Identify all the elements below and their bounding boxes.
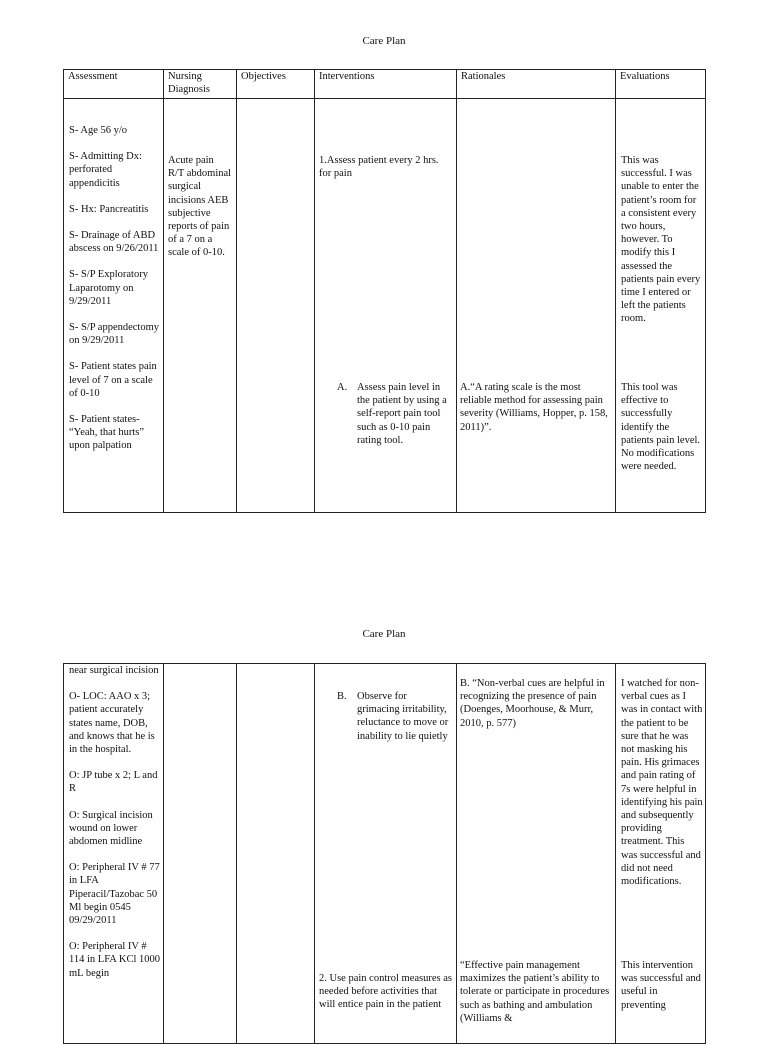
body-row [64,664,706,1044]
intervention-a-label: A. [337,382,348,393]
assessment-item: S- Age 56 y/o [69,125,128,136]
assessment-item: S- Patient states pain level of 7 on a scale of 0-10 [69,361,157,399]
intervention-b-text: Observe for grimacing irritability, reluctance to move or inability to lie quietly [357,691,449,742]
header-objectives: Objectives [237,70,315,99]
assessment-item: S- Admitting Dx: perforated appendicitis [69,151,142,189]
evaluation-2: This intervention was successful and useful in preventing [621,960,701,1011]
evaluation-a: This tool was effective to successfully identify the patients pain level. No modifications were needed. [621,382,701,473]
header-interventions: Interventions [315,70,457,99]
intervention-b [337,690,451,743]
rationales-cell [457,99,616,513]
assessment-item: O: Peripheral IV # 114 in LFA KCl 1000 mL begin [69,941,161,979]
header-assessment: Assessment [64,70,164,99]
objectives-cell [237,99,315,513]
assessment-item: S- S/P Exploratory Laparotomy on 9/29/2011 [69,269,148,307]
intervention-1: 1.Assess patient every 2 hrs. for pain [319,155,439,180]
assessment-item: O- LOC: AAO x 3; patient accurately states name, DOB, and knows that he is in the hospital. [69,691,155,756]
body-row [64,99,706,513]
page2-title: Care Plan [362,628,406,640]
care-plan-table-2 [63,663,706,1044]
assessment-item: S- Drainage of ABD abscess on 9/26/2011 [69,230,159,255]
assessment-item: S- Hx: Pancreatitis [69,203,149,215]
header-nursing-diagnosis: Nursing Diagnosis [164,70,237,99]
diagnosis-cell [164,99,237,513]
page1-title: Care Plan [362,35,406,47]
assessment-item: S- Patient states- “Yeah, that hurts” upon palpation [69,414,145,452]
intervention-a-text: Assess pain level in the patient by using a self-report pain tool such as 0-10 pain rating tool. [357,382,447,446]
intervention-b-label: B. [337,691,347,702]
rationale-2: “Effective pain management maximizes the patient’s ability to tolerate or participate in procedures such as bathing and ambulation (Williams & [460,960,610,1024]
assessment-cell [64,99,164,513]
assessment-item: O: JP tube x 2; L and R [69,770,158,795]
assessment-item: near surgical incision [69,665,159,676]
interventions-cell [315,664,457,1044]
header-row [64,70,706,99]
diagnosis-cell [164,664,237,1044]
evaluation-b: I watched for non-verbal cues as I was in contact with the patient to be sure that he was not masking his pain. His grimaces and pain rating of 7s were helpful in identifying his pain and subsequently providing treatment. This was successful and did not need modifications. [621,678,703,888]
header-evaluations: Evaluations [616,70,706,99]
evaluations-cell [616,99,706,513]
care-plan-table-1 [63,69,706,513]
evaluation-1: This was successful. I was unable to enter the patient’s room for a consistent every two hours, however. To modify this I assessed the patients pain every time I entered or left the patients room. [621,155,701,325]
assessment-item: S- S/P appendectomy on 9/29/2011 [69,322,160,347]
assessment-item: O: Peripheral IV # 77 in LFA Piperacil/Tazobac 50 Ml begin 0545 09/29/2011 [69,862,160,927]
rationales-cell [457,664,616,1044]
evaluations-cell [616,664,706,1044]
assessment-item: O: Surgical incision wound on lower abdomen midline [69,809,153,848]
assessment-cell [64,664,164,1044]
rationale-a: A.“A rating scale is the most reliable method for assessing pain severity (Williams, Hopper, p. 158, 2011)”. [460,382,608,433]
rationale-b: B. “Non-verbal cues are helpful in recognizing the presence of pain (Doenges, Moorhouse, & Murr, 2010, p. 577) [460,678,605,729]
nursing-diagnosis-text: Acute pain R/T abdominal surgical incisions AEB subjective reports of pain of a 7 on a scale of 0-10. [168,155,232,259]
intervention-2: 2. Use pain control measures as needed before activities that will entice pain in the patient [319,973,452,1011]
interventions-cell [315,99,457,513]
intervention-a [337,381,451,447]
header-rationales: Rationales [457,70,616,99]
objectives-cell [237,664,315,1044]
